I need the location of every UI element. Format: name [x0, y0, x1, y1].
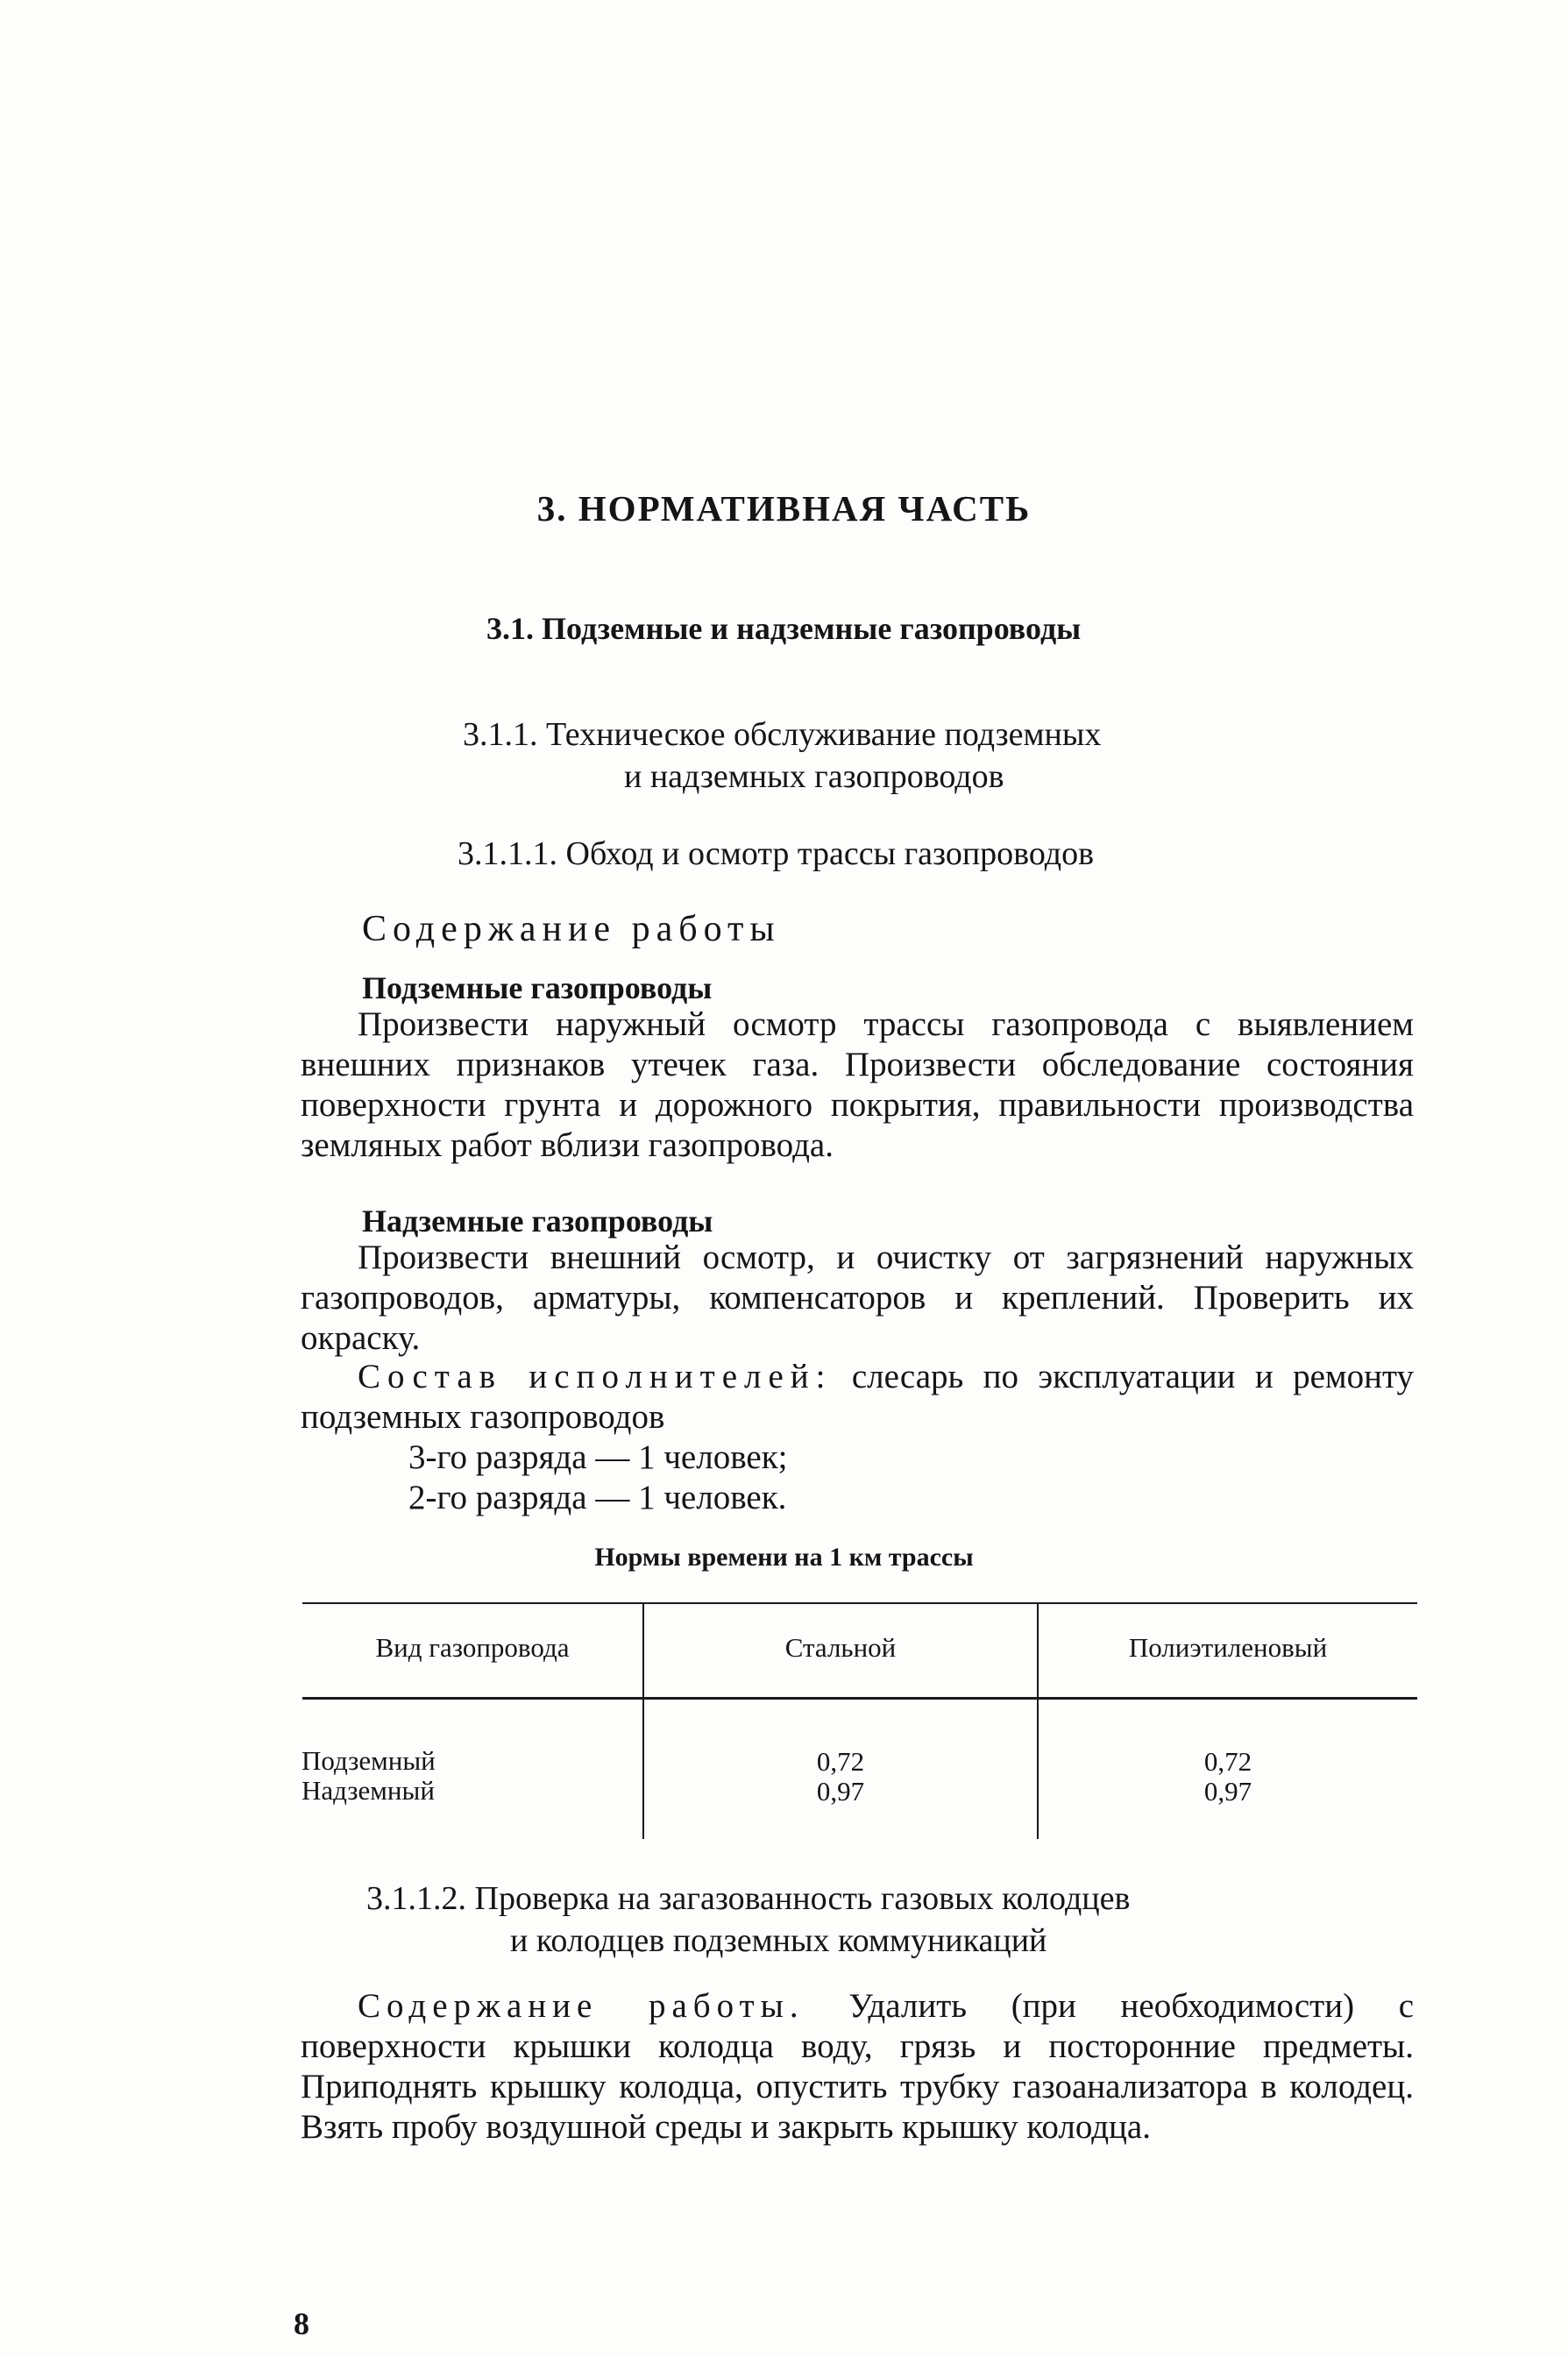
content2-text: Удалить (при необходимости) с поверхности крышки колодца воду, грязь и посторонние предметы. Приподнять крышку колодца, опустить трубку газоанализатора в колодец. Взять пробу воздушной среды и закрыть крышку колодца.: [301, 1987, 1415, 2146]
aboveground-heading: Надземные газопроводы: [362, 1203, 713, 1239]
content-heading: Содержание работы: [362, 909, 781, 949]
underground-text: Произвести наружный осмотр трассы газопровода с выявлением внешних признаков утечек газа. Произвести обследование состояния поверхности грунта и дорожного покрытия, правильности производства земляных работ вблизи газопровода.: [301, 1005, 1414, 1164]
staff-label: Состав исполнителей:: [358, 1358, 833, 1395]
chapter-title: 3. НОРМАТИВНАЯ ЧАСТЬ: [536, 488, 1032, 529]
staff-paragraph: [301, 1357, 1414, 1438]
aboveground-text: Произвести внешний осмотр, и очистку от загрязнений наружных газопроводов, арматуры, компенсаторов и креплений. Проверить их окраску.: [301, 1239, 1414, 1357]
subsection-title-line2: и надземных газопроводов: [624, 758, 1004, 795]
content2-label: Содержание работы.: [358, 1987, 805, 2025]
table-row-steel: 0,97: [816, 1776, 865, 1807]
staff-grade3: 3-го разряда — 1 человек;: [408, 1438, 788, 1476]
table-row-type: Надземный: [302, 1775, 435, 1806]
table-header-rule: [302, 1697, 1417, 1700]
subsubsection2-title-line2: и колодцев подземных коммуникаций: [510, 1922, 1047, 1959]
table-row-poly: 0,97: [1203, 1776, 1252, 1807]
table-row-type: Подземный: [302, 1745, 436, 1776]
table-title: Нормы времени на 1 км трассы: [594, 1543, 974, 1572]
section-title: 3.1. Подземные и надземные газопроводы: [486, 611, 1082, 646]
table-row-poly: 0,72: [1203, 1746, 1252, 1777]
subsubsection2-title-line1: 3.1.1.2. Проверка на загазованность газовых колодцев: [366, 1880, 1131, 1917]
table-header-type: Вид газопровода: [375, 1632, 570, 1663]
table-row-steel: 0,72: [816, 1746, 865, 1777]
staff-grade2: 2-го разряда — 1 человек.: [408, 1479, 787, 1516]
page-number: 8: [294, 2306, 309, 2341]
table-header-poly: Полиэтиленовый: [1128, 1632, 1328, 1663]
table-top-rule: [302, 1602, 1417, 1604]
subsection-title-line1: 3.1.1. Техническое обслуживание подземных: [463, 716, 1102, 753]
table-header-steel: Стальной: [784, 1632, 897, 1663]
content2-paragraph: [301, 1986, 1414, 2148]
subsubsection-title: 3.1.1.1. Обход и осмотр трассы газопроводов: [458, 835, 1095, 872]
underground-heading: Подземные газопроводы: [362, 970, 713, 1005]
staff-text: слесарь по эксплуатации и ремонту подземных газопроводов: [301, 1358, 1414, 1436]
